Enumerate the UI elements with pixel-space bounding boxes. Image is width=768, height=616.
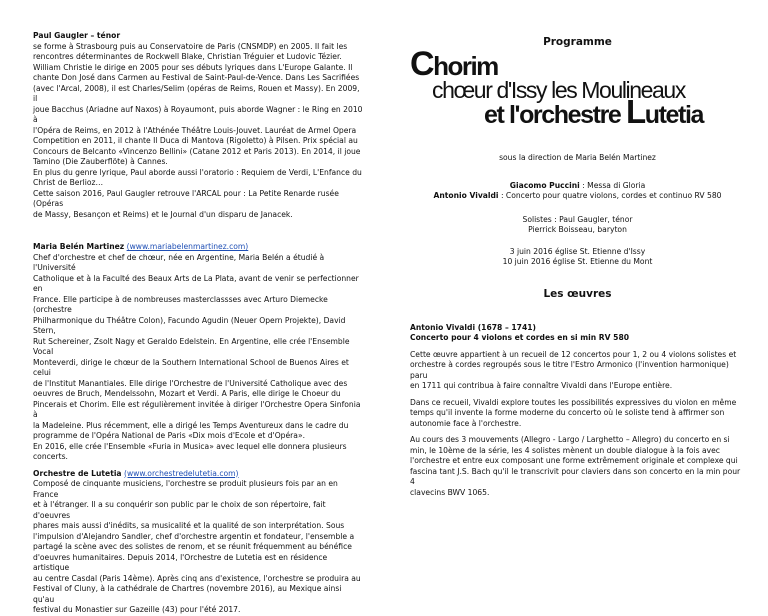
bio-line: Concours de Belcanto «Vincenzo Bellini» (Catane 2012 et Paris 2013). En 2014, il joue <box>33 146 361 156</box>
paragraph-line: Dans ce recueil, Vivaldi explore toutes les possibilités expressives du violon en même <box>410 397 737 407</box>
logo-line-chorim <box>410 45 498 83</box>
bio-line: festival du Monastier sur Gazeille (43) pour l'été 2017. <box>33 605 241 614</box>
right-column <box>410 31 745 498</box>
paragraph-line: fascina tant J.S. Bach qu'il le transcrivit pour claviers dans son concerto en la min pour 4 <box>410 466 741 486</box>
date-line: 10 juin 2016 église St. Etienne du Mont <box>502 257 653 266</box>
bio-line: programme de l'Opéra National de Paris «Dix mois d'Ecole et d'Opéra». <box>33 431 306 440</box>
oeuvres-heading: Les œuvres <box>543 287 612 300</box>
bio-martinez-name: Maria Belén Martinez <box>33 242 125 251</box>
work-puccini <box>410 181 745 192</box>
bio-line: de Massy, Besançon et Reims) et le Journal d'un disparu de Janacek. <box>33 209 293 219</box>
left-column <box>33 31 363 616</box>
bio-line: Chef d'orchestre et chef de chœur, née en Argentine, Maria Belén a étudié à l'Université <box>33 252 325 272</box>
paragraph-line: min, le 10ème de la série, les 4 solistes mènent un double dialogue à la fois avec <box>410 445 720 455</box>
soloists <box>410 215 745 236</box>
piece-title: Concerto pour 4 violons et cordes en si min RV 580 <box>410 333 630 342</box>
logo-l-initial: L <box>625 93 645 130</box>
direction-line: sous la direction de Maria Belén Martinez <box>499 153 656 162</box>
soloist-line: Pierrick Boisseau, baryton <box>528 225 627 234</box>
paragraph-line: en 1711 qui contribua à faire connaître Vivaldi dans l'Europe entière. <box>410 381 673 390</box>
logo-c-rest: horim <box>433 51 498 81</box>
works-list <box>410 181 745 202</box>
bio-line: concerts. <box>33 452 68 461</box>
bio-lutetia-name: Orchestre de Lutetia <box>33 468 122 478</box>
bio-line: (avec l'Arcal, 2008), il est Charles/Selim (opéras de Reims, Rouen et Massy). En 2009, il <box>33 83 360 103</box>
paragraph-line: clavecins BWV 1065. <box>410 487 490 497</box>
date-line: 3 juin 2016 église St. Etienne d'Issy <box>509 246 646 256</box>
paragraph-line: autonomie face à l'orchestre. <box>410 418 522 428</box>
bio-martinez-heading <box>33 242 363 253</box>
bio-line: Catholique et à la Faculté des Beaux Arts de La Plata, avant de venir se perfectionner en <box>33 273 359 293</box>
paragraph <box>410 350 745 392</box>
bio-martinez <box>33 242 363 463</box>
bio-line: Competition en 2011, il chante Il Duca di Mantova (Rigoletto) à Pilsen. Prix spécial au <box>33 136 358 145</box>
logo-line-orchestre <box>484 93 703 130</box>
bio-line: Pincerais et Chorim. Elle est régulièrement invitée à diriger l'Orchestre Opera Sinfonia à <box>33 399 361 419</box>
bio-line: Christ de Berlioz… <box>33 178 104 187</box>
bio-line: au centre Casdal (Paris 14ème). Après cinq ans d'existence, l'orchestre se produira au <box>33 573 361 583</box>
work-composer: Giacomo Puccini <box>509 180 580 190</box>
bio-line: se forme à Strasbourg puis au Conservatoire de Paris (CNSMDP) en 2005. Il fait les <box>33 41 348 51</box>
work-vivaldi <box>410 191 745 202</box>
bio-line: chante Don José dans Carmen au Festival de Saint-Paul-de-Vence. Dans Les Sacrifiées <box>33 73 360 82</box>
bio-line: et à l'étranger. Il a su conquérir son public par le choix de son répertoire, fait d'oeuvres <box>33 500 326 520</box>
bio-gaugler <box>33 31 363 220</box>
bio-gaugler-name: Paul Gaugler – ténor <box>33 31 121 40</box>
paragraph-line: orchestre à cordes regroupés sous le titre l'Estro Armonico (l'invention harmonique) paru <box>410 360 729 380</box>
bio-line: oeuvres de Bruch, Mendelssohn, Mozart et Verdi. A Paris, elle dirige le Choeur du <box>33 389 341 398</box>
bio-line: France. Elle participe à de nombreuses masterclassses avec Arturo Diemecke (orchestre <box>33 294 328 314</box>
bio-line: Philharmonique du Théâtre Colon), Facundo Agudin (Neuer Opern Projekte), David Stern, <box>33 315 346 335</box>
logo-l-rest: utetia <box>644 101 703 129</box>
bio-line: d'oeuvres humanitaires. Depuis 2014, l'Orchestre de Lutetia est en résidence artistique <box>33 552 328 572</box>
work-title: : Concerto pour quatre violons, cordes et continuo RV 580 <box>498 191 722 200</box>
paragraph <box>410 435 745 498</box>
bio-lutetia <box>33 469 363 616</box>
bio-line: En plus du genre lyrique, Paul aborde aussi l'oratorio : Requiem de Verdi, L'Enfance du <box>33 167 362 177</box>
concert-dates <box>410 247 745 268</box>
bio-line: Tamino (Die Zauberflöte) à Cannes. <box>33 157 168 166</box>
bio-line: joue Bacchus (Ariadne auf Naxos) à Royaumont, puis aborde Wagner : le Ring en 2010 à <box>33 104 363 124</box>
paragraph-line: temps qu'il invente la forme moderne du concerto où le soliste tend à affirmer son <box>410 408 725 417</box>
paragraph-line: Au cours des 3 mouvements (Allegro - Largo / Larghetto – Allegro) du concerto en si <box>410 435 730 444</box>
bio-line: Cette saison 2016, Paul Gaugler retrouve l'ARCAL pour : La Petite Renarde rusée (Opéras <box>33 188 339 208</box>
bio-line: Monteverdi, dirige le chœur de la Southern International School de Buenos Aires et celui <box>33 357 349 377</box>
paragraph <box>410 398 745 430</box>
spacer <box>33 220 363 231</box>
work-composer: Antonio Vivaldi <box>433 191 499 200</box>
paragraph-line: Cette œuvre appartient à un recueil de 12 concertos pour 1, 2 ou 4 violons solistes et <box>410 349 737 359</box>
martinez-website-link[interactable]: (www.mariabelenmartinez.com) <box>126 242 249 251</box>
bio-line: En 2016, elle crée l'Ensemble «Furia in Musica» avec lequel elle donnera plusieurs <box>33 441 347 451</box>
bio-line: William Christie le dirige en 2005 pour ses débuts lyriques dans L'Europe Galante. Il <box>33 62 353 72</box>
spacer <box>33 231 363 242</box>
bio-line: rencontres déterminantes de Rockwell Blake, Christian Tréguier et Ludovic Tézier. <box>33 52 342 61</box>
work-title: : Messa di Gloria <box>579 180 646 190</box>
bio-line: Festival of Cluny, à la cathédrale de Chartres (novembre 2016), au Mexique ainsi qu'au <box>33 584 342 604</box>
bio-line: la Madeleine. Plus récemment, elle a dirigé les Temps Aventureux dans le cadre du <box>33 420 349 430</box>
logo-c-initial: C <box>410 45 434 83</box>
piece-heading <box>410 323 745 344</box>
lutetia-website-link[interactable]: (www.orchestredelutetia.com) <box>123 468 239 478</box>
bio-line: Composé de cinquante musiciens, l'orchestre se produit plusieurs fois par an en France <box>33 479 338 499</box>
paragraph-line: l'orchestre et entre eux composant une forme extrêmement originale et complexe qui <box>410 456 738 465</box>
logo-line-choeur: chœur d'Issy les Moulineaux <box>432 77 685 103</box>
bio-line: partagé la scène avec des solistes de renom, et se réunit fréquemment au bénéfice <box>33 542 352 551</box>
bio-line: de l'Institut Manantiales. Elle dirige l'Orchestre de l'Université Catholique avec des <box>33 378 348 388</box>
bio-lutetia-heading <box>33 469 363 480</box>
piece-composer: Antonio Vivaldi (1678 – 1741) <box>410 322 537 332</box>
bio-line: l'Opéra de Reims, en 2012 à l'Athénée Théâtre Louis-Jouvet. Lauréat de Armel Opera <box>33 125 357 135</box>
soloist-line: Solistes : Paul Gaugler, ténor <box>522 214 633 224</box>
bio-line: Rut Schereiner, Zsolt Nagy et Geraldo Edelstein. En Argentine, elle crée l'Ensemble Vocal <box>33 336 350 356</box>
bio-line: phares mais aussi d'inédits, sa musicalité et la qualité de son interprétation. Sous <box>33 521 345 530</box>
chorim-logo <box>410 45 745 141</box>
programme-heading: Programme <box>543 36 612 48</box>
logo-orchestre-text: et l'orchestre <box>484 101 626 129</box>
bio-line: l'impulsion d'Alejandro Sandler, chef d'orchestre argentin et fondateur, l'ensemble a <box>33 531 355 541</box>
